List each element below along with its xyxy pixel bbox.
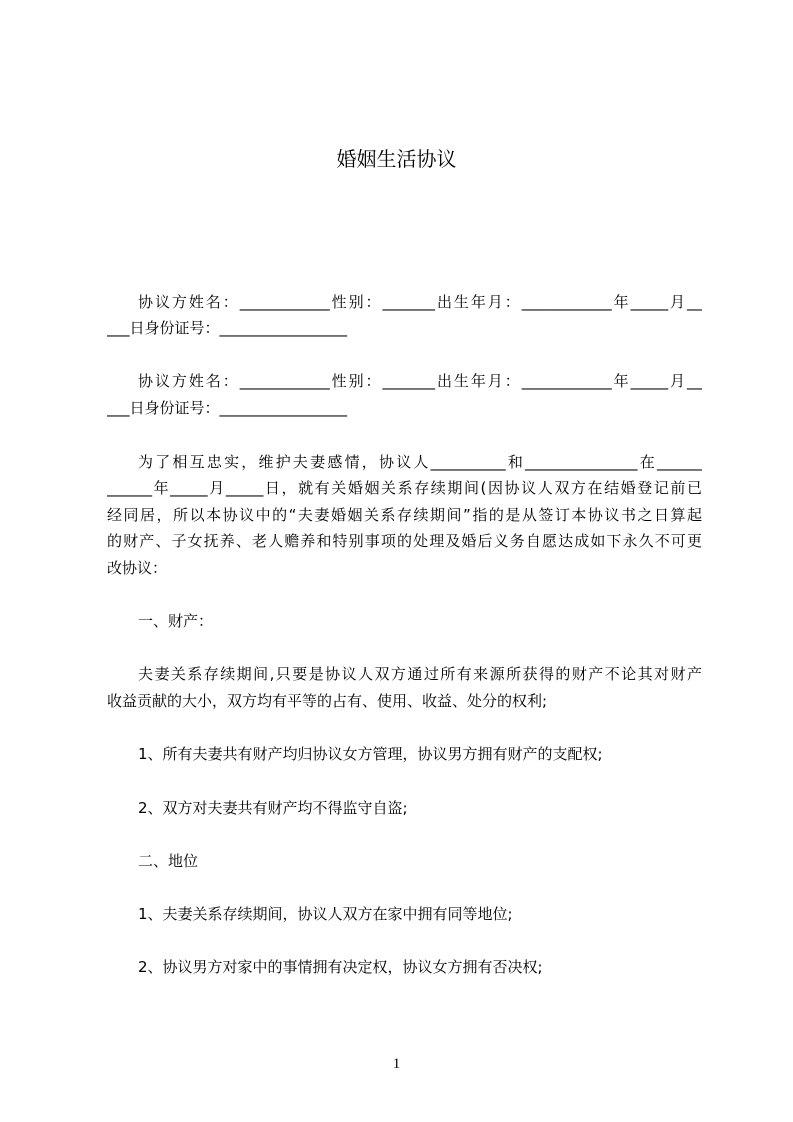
section2-item: 2、协议男方对家中的事情拥有决定权，协议女方拥有否决权; bbox=[138, 958, 543, 976]
section1-heading: 一、财产： bbox=[138, 612, 214, 630]
party2-line1: 协议方姓名：____________性别：_______出生年月：____________年_____月__ bbox=[138, 372, 702, 390]
section1-item: 2、双方对夫妻共有财产均不得监守自盗; bbox=[138, 799, 408, 817]
party1-line1: 协议方姓名：____________性别：_______出生年月：____________年_____月__ bbox=[138, 293, 702, 311]
preamble-line: 的财产、子女抚养、老人赡养和特别事项的处理及婚后义务自愿达成如下永久不可更 bbox=[107, 532, 702, 550]
preamble-line: 改协议： bbox=[107, 559, 168, 577]
section2-heading: 二、地位 bbox=[138, 852, 199, 870]
party1-line2: ___日身份证号：_________________ bbox=[107, 319, 348, 337]
preamble-line: ______年_____月_____日，就有关婚姻关系存续期间(因协议人双方在结婚登记前已 bbox=[107, 479, 702, 497]
section1-para-line: 收益贡献的大小，双方均有平等的占有、使用、收益、处分的权利; bbox=[107, 692, 548, 710]
section1-para-line: 夫妻关系存续期间,只要是协议人双方通过所有来源所获得的财产不论其对财产 bbox=[138, 665, 702, 683]
document-title: 婚姻生活协议 bbox=[336, 147, 457, 171]
preamble-line: 经同居，所以本协议中的“夫妻婚姻关系存续期间”指的是从签订本协议书之日算起 bbox=[107, 506, 702, 524]
section2-item: 1、夫妻关系存续期间，协议人双方在家中拥有同等地位; bbox=[138, 905, 513, 923]
preamble-line: 为了相互忠实，维护夫妻感情，协议人__________和_______________在______ bbox=[138, 453, 702, 471]
section1-item: 1、所有夫妻共有财产均归协议女方管理，协议男方拥有财产的支配权; bbox=[138, 745, 603, 763]
party2-line2: ___日身份证号：_________________ bbox=[107, 399, 348, 417]
page-number: 1 bbox=[392, 1056, 401, 1072]
